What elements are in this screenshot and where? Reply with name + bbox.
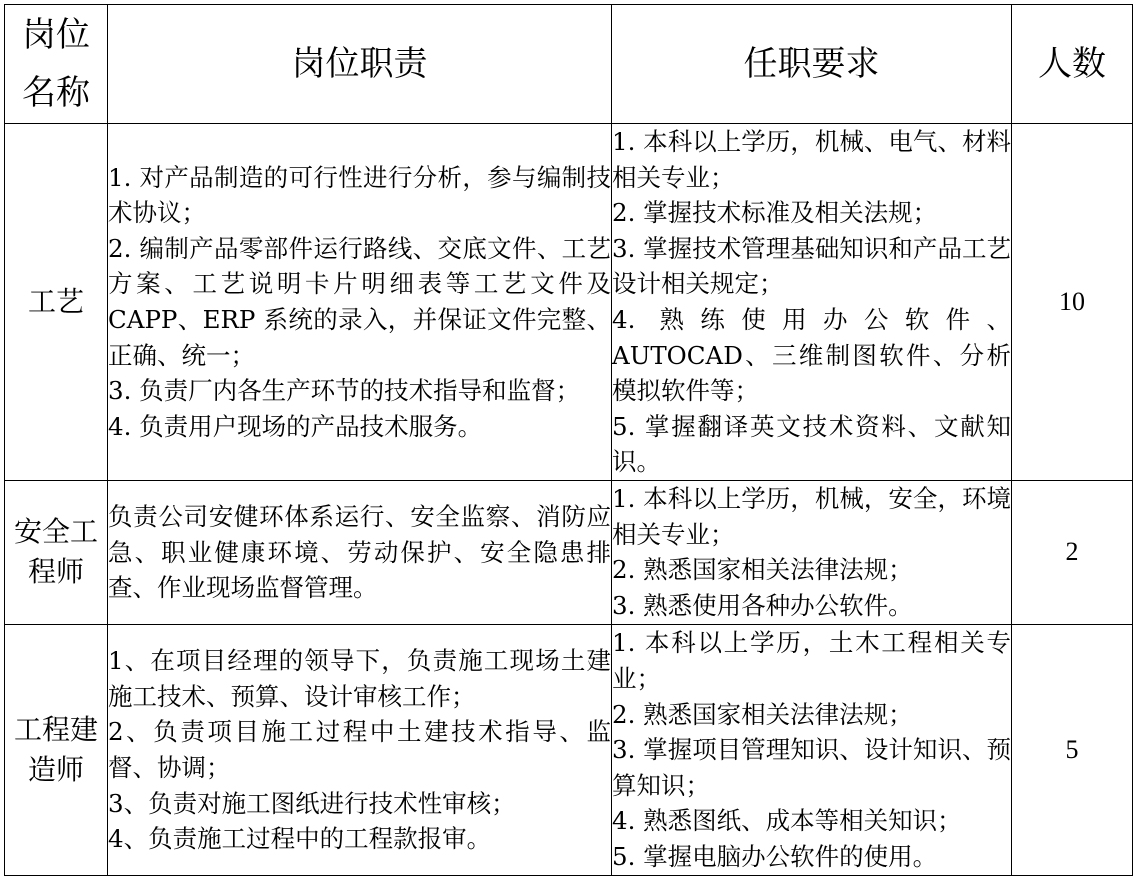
table-row xyxy=(5,624,1133,875)
requirement-item: 5. 掌握电脑办公软件的使用。 xyxy=(612,841,938,871)
duty-item: 1. 对产品制造的可行性进行分析，参与编制技术协议； xyxy=(108,162,611,228)
row-requirements xyxy=(612,480,1012,624)
row-duties xyxy=(108,124,612,481)
table-row xyxy=(5,124,1133,481)
requirement-item: 3. 掌握项目管理知识、设计知识、预算知识； xyxy=(612,735,1011,800)
duty-item: 2. 编制产品零部件运行路线、交底文件、工艺方案、工艺说明卡片明细表等工艺文件及 CAPP、ERP 系统的录入，并保证文件完整、正确、统一； xyxy=(108,233,611,370)
duty-item: 2、负责项目施工过程中土建技术指导、监督、协调； xyxy=(108,717,611,782)
requirement-item: 1. 本科以上学历，土木工程相关专业； xyxy=(612,628,1011,693)
row-count: 10 xyxy=(1012,124,1133,481)
duty-item: 4、负责施工过程中的工程款报审。 xyxy=(108,824,492,854)
requirement-item: 2. 熟悉国家相关法律法规； xyxy=(612,699,913,729)
header-position-name-line1: 岗位 xyxy=(22,15,90,55)
position-name-line1: 安全工 xyxy=(13,515,98,549)
requirement-item: 1. 本科以上学历，机械，安全，环境相关专业； xyxy=(612,484,1011,549)
requirement-item: 4. 熟练使用办公软件、AUTOCAD、三维制图软件、分析模拟软件等； xyxy=(612,304,1011,406)
header-count: 人数 xyxy=(1012,5,1133,124)
table-row xyxy=(5,480,1133,624)
header-requirements: 任职要求 xyxy=(612,5,1012,124)
position-name-line1: 工艺 xyxy=(27,284,84,318)
job-positions-table xyxy=(4,4,1133,876)
requirement-item: 1. 本科以上学历，机械、电气、材料相关专业； xyxy=(612,127,1011,192)
duty-item: 4. 负责用户现场的产品技术服务。 xyxy=(108,411,483,441)
duty-item: 3、负责对施工图纸进行技术性审核； xyxy=(108,788,516,818)
duty-item: 负责公司安健环体系运行、安全监察、消防应急、职业健康环境、劳动保护、安全隐患排查、作业现场监督管理。 xyxy=(108,502,611,603)
header-row xyxy=(5,5,1133,124)
position-name-line2: 程师 xyxy=(27,555,84,589)
row-count: 5 xyxy=(1012,624,1133,875)
requirement-item: 5. 掌握翻译英文技术资料、文献知识。 xyxy=(612,411,1011,477)
row-position-name xyxy=(5,480,108,624)
row-position-name xyxy=(5,124,108,481)
requirement-item: 4. 熟悉图纸、成本等相关知识； xyxy=(612,806,962,836)
row-duties xyxy=(108,624,612,875)
row-requirements xyxy=(612,624,1012,875)
requirement-item: 3. 熟悉使用各种办公软件。 xyxy=(612,591,913,621)
row-requirements xyxy=(612,124,1012,481)
requirement-item: 2. 掌握技术标准及相关法规； xyxy=(612,198,938,228)
row-duties xyxy=(108,480,612,624)
duty-item: 1、在项目经理的领导下，负责施工现场土建施工技术、预算、设计审核工作； xyxy=(108,646,611,711)
header-position-name xyxy=(5,5,108,124)
position-name-line1: 工程建 xyxy=(13,712,98,746)
position-name-line2: 造师 xyxy=(27,752,84,786)
header-duties: 岗位职责 xyxy=(108,5,612,124)
requirement-item: 3. 掌握技术管理基础知识和产品工艺设计相关规定； xyxy=(612,233,1011,299)
row-position-name xyxy=(5,624,108,875)
row-count: 2 xyxy=(1012,480,1133,624)
duty-item: 3. 负责厂内各生产环节的技术指导和监督； xyxy=(108,376,581,406)
requirement-item: 2. 熟悉国家相关法律法规； xyxy=(612,555,913,585)
header-position-name-line2: 名称 xyxy=(22,73,90,113)
